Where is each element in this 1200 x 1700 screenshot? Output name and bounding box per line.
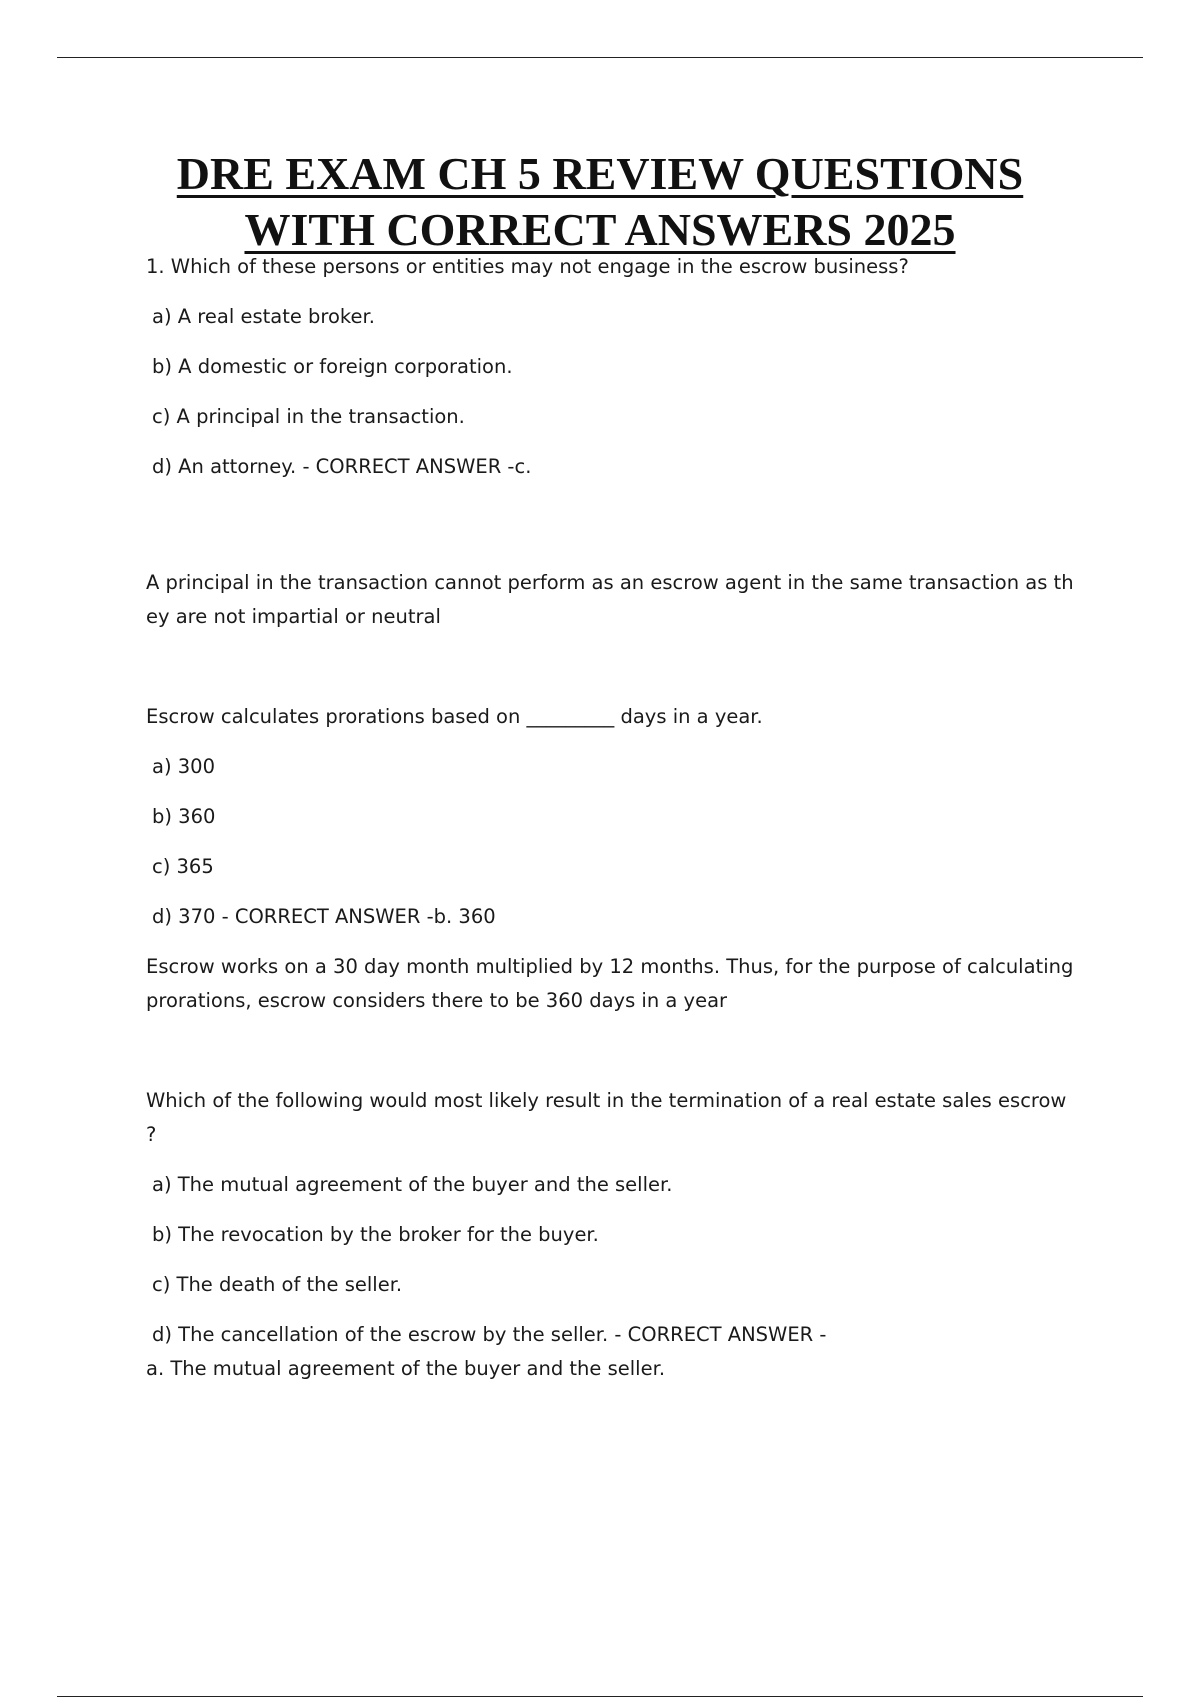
option-b: b) A domestic or foreign corporation. — [152, 355, 513, 378]
option-d-answer: d) An attorney. - CORRECT ANSWER -c. — [152, 455, 532, 478]
option-c: c) The death of the seller. — [152, 1273, 403, 1296]
explanation-line-2: prorations, escrow considers there to be 360 days in a year — [146, 989, 728, 1012]
bottom-rule — [57, 1696, 1143, 1697]
answer-line: a. The mutual agreement of the buyer and the seller. — [146, 1357, 666, 1380]
option-b: b) 360 — [152, 805, 216, 828]
document-title — [0, 146, 1200, 258]
option-a: a) 300 — [152, 755, 215, 778]
question-stem-line-2: ? — [146, 1123, 157, 1146]
option-b: b) The revocation by the broker for the buyer. — [152, 1223, 599, 1246]
title-line-2: WITH CORRECT ANSWERS 2025 — [244, 204, 956, 255]
option-d-answer: d) 370 - CORRECT ANSWER -b. 360 — [152, 905, 496, 928]
option-c: c) A principal in the transaction. — [152, 405, 465, 428]
title-line-1: DRE EXAM CH 5 REVIEW QUESTIONS — [176, 148, 1024, 199]
question-3 — [146, 1084, 1086, 1386]
question-2 — [146, 700, 1086, 1018]
top-rule — [57, 57, 1143, 58]
option-c: c) 365 — [152, 855, 214, 878]
option-d: d) The cancellation of the escrow by the seller. - CORRECT ANSWER - — [152, 1323, 827, 1346]
question-1 — [146, 250, 1086, 634]
explanation-line-1: Escrow works on a 30 day month multiplied by 12 months. Thus, for the purpose of calculating — [146, 955, 1074, 978]
question-stem: Escrow calculates prorations based on _________ days in a year. — [146, 705, 763, 728]
document-body — [146, 250, 1086, 1386]
question-stem: 1. Which of these persons or entities may not engage in the escrow business? — [146, 255, 909, 278]
question-stem-line-1: Which of the following would most likely result in the termination of a real estate sales escrow — [146, 1089, 1067, 1112]
explanation-line-1: A principal in the transaction cannot perform as an escrow agent in the same transaction as th — [146, 571, 1074, 594]
option-a: a) A real estate broker. — [152, 305, 375, 328]
option-a: a) The mutual agreement of the buyer and the seller. — [152, 1173, 673, 1196]
explanation-line-2: ey are not impartial or neutral — [146, 605, 441, 628]
